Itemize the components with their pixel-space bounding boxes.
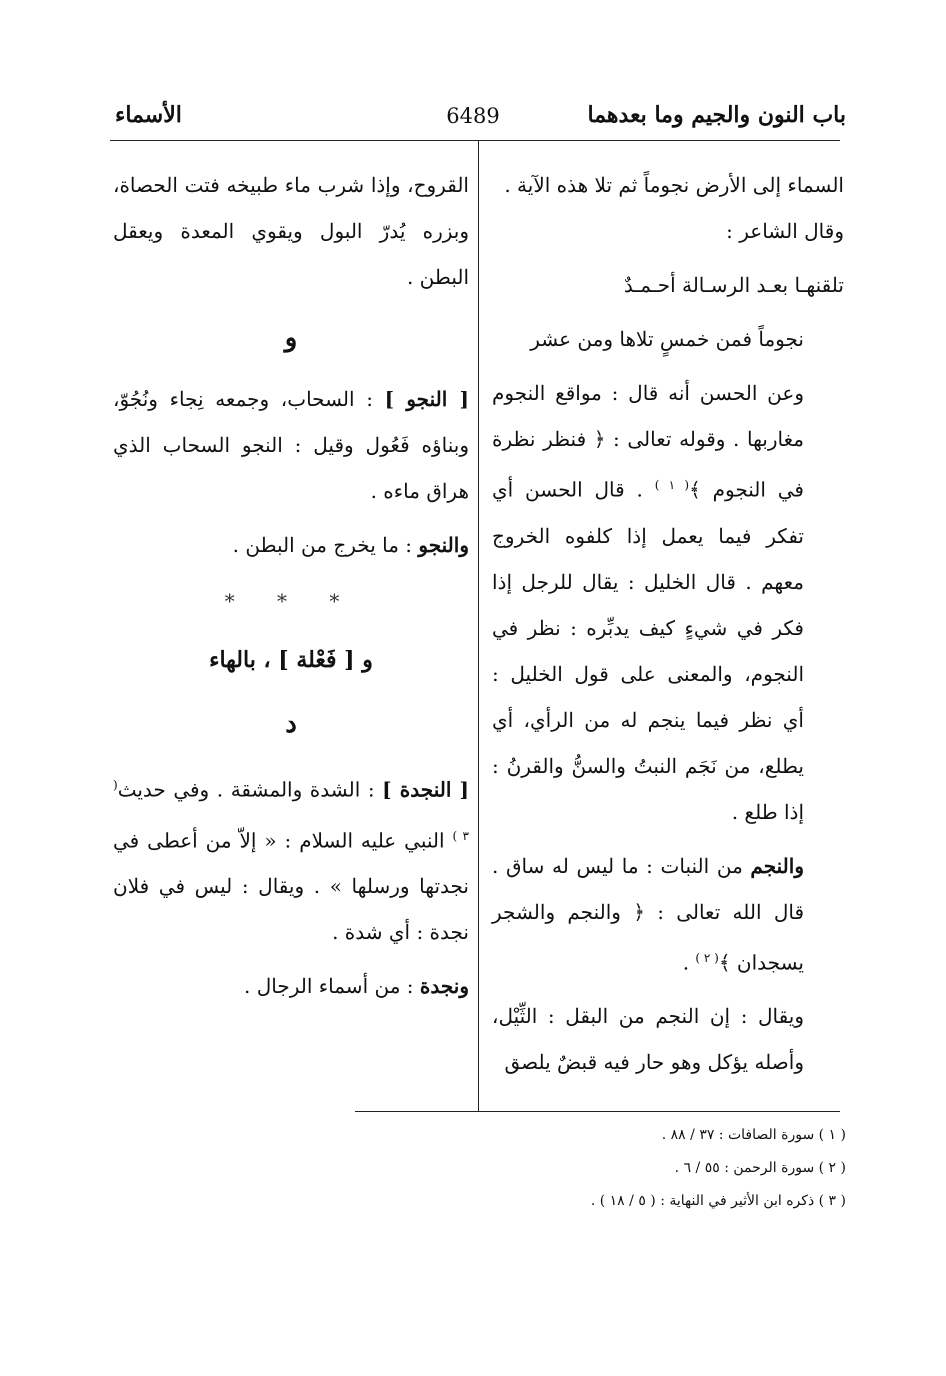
paragraph: ويقال : إن النجم من البقل : الثِّيْل، وأصله يؤكل وهو حار فيه قبضٌ يلصق [492, 1004, 804, 1075]
paragraph: القروح، وإذا شرب ماء طبيخه فتت الحصاة، وبزره يُدرّ البول ويقوي المعدة ويعقل البطن . [113, 173, 469, 289]
verse-line: نجوماً فمن خمسٍ تلاها ومن عشر [530, 327, 804, 351]
footnote: ( ٣ ) ذكره ابن الأثير في النهاية : ( ٥ / ١٨ ) . [590, 1193, 846, 1209]
footnote-rule [355, 1111, 840, 1112]
paragraph [492, 370, 844, 835]
running-header-chapter: باب النون والجيم وما بعدهما [587, 102, 846, 128]
paragraph [492, 843, 844, 986]
paragraph [113, 376, 469, 514]
right-column [492, 162, 844, 1085]
header-rule [110, 140, 840, 141]
entry-term: والنجم [750, 853, 804, 878]
footnote: ( ١ ) سورة الصافات : ٣٧ / ٨٨ . [661, 1127, 846, 1143]
paragraph-text: وعن الحسن أنه قال : مواقع النجوم مغاربها . وقوله تعالى : ﴿ فنظر نظرة في النجوم ﴾ [492, 381, 804, 502]
paragraph-text: . قال الحسن أي تفكر فيما يعمل إذا كلفوه الخروج معهم . قال الخليل : يقال للرجل إذا فكر في شيءٍ كيف يدبِّره : نظر في النجوم، والمعنى على قول الخليل : أي نظر فيما ينجم له من الرأي، أي يطلع، من نَجَم النبتُ والسنُّ والقرنُ : إذا طلع . [492, 477, 804, 824]
paragraph: السماء إلى الأرض نجوماً ثم تلا هذه الآية . [504, 173, 844, 197]
column-divider [478, 141, 479, 1111]
page-number: 6489 [446, 104, 500, 128]
entry-term: والنجو [418, 533, 469, 557]
paragraph-text: : من أسماء الرجال . [244, 974, 414, 999]
footnote-ref: ( ١ ) [654, 478, 690, 492]
section-letter: د [285, 709, 297, 739]
paragraph [113, 963, 469, 1009]
paragraph [113, 522, 469, 568]
paragraph-text: . [682, 950, 690, 975]
section-separator: * * * [224, 589, 358, 613]
entry-term: ونجدة [419, 974, 469, 999]
paragraph-text: النبي عليه السلام : « إلاّ من أعطى في نجدتها ورسلها » . ويقال : ليس في فلان نجدة : أي شدة . [113, 828, 469, 945]
paragraph-text: : ما يخرج من البطن . [232, 533, 413, 557]
paragraph: وقال الشاعر : [726, 219, 844, 243]
section-letter: و [284, 323, 298, 353]
running-header-section: الأسماء [115, 102, 182, 128]
entry-term: [ النجدة ] [382, 777, 470, 802]
paragraph [113, 762, 469, 955]
paragraph-text: من النبات : ما ليس له ساق . قال الله تعالى : ﴿ والنجم والشجر يسجدان ﴾ [492, 853, 804, 975]
footnote: ( ٢ ) سورة الرحمن : ٥٥ / ٦ . [674, 1160, 846, 1176]
section-heading: و [ فَعْلة ] ، بالهاء [209, 647, 373, 673]
footnote-ref: ( ٢ ) [695, 950, 719, 965]
verse-line: تلقنهـا بعـد الرسـالة أحـمـدٌ [623, 273, 844, 297]
footnote-ref: ( ٣ ) [113, 778, 469, 843]
paragraph-text: : السحاب، وجمعه نِجاء ونُجُوّ، وبناؤه فَعُول وقيل : النجو السحاب الذي هراق ماءه . [113, 387, 469, 503]
left-column [113, 162, 469, 1009]
entry-term: [ النجو ] [384, 387, 469, 411]
paragraph-text: : الشدة والمشقة . وفي حديث [117, 777, 375, 802]
